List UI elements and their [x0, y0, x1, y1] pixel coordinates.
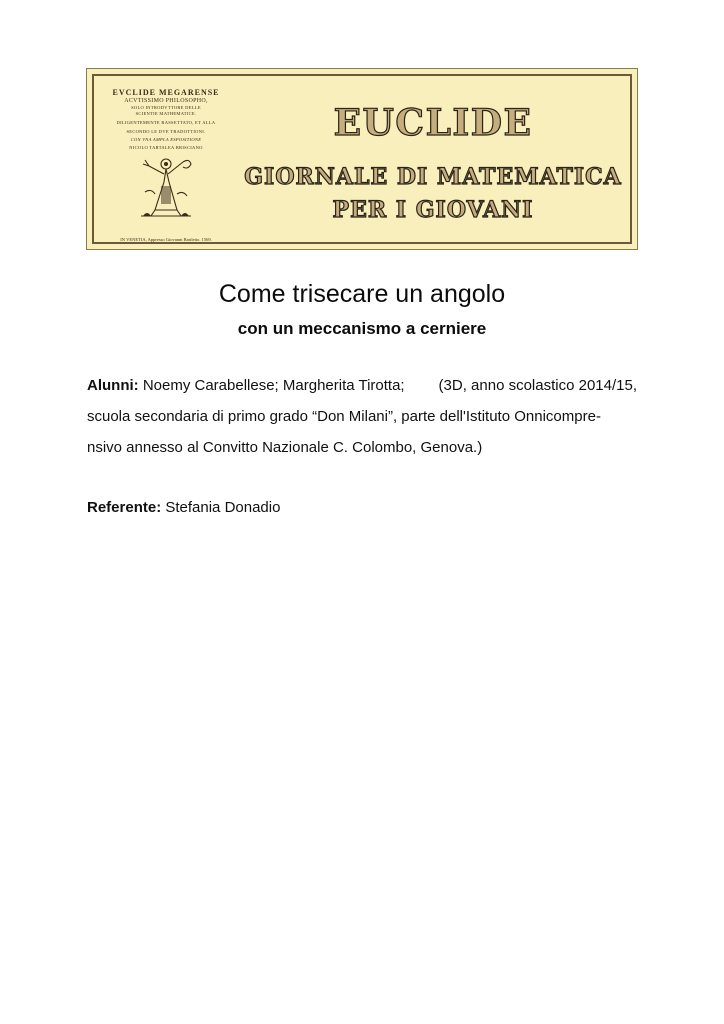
students-class-info: (3D, anno scolastico 2014/15, [438, 377, 637, 394]
journal-subtitle-line2: PER I GIOVANI [332, 197, 534, 223]
allegorical-figure-icon [131, 152, 201, 222]
frontispiece-footer: IN VENETIA, Appresso Giovanni Bariletto. 1569. [120, 237, 212, 242]
banner-frame [92, 74, 632, 244]
frontispiece-line: CON VNA AMPLA ESPOSITIONE [130, 137, 202, 142]
frontispiece-line: EVCLIDE MEGARENSE [112, 88, 220, 97]
journal-title: EUCLIDE [333, 102, 533, 144]
journal-banner [86, 68, 638, 250]
referent-name: Stefania Donadio [165, 499, 281, 516]
students-names: Noemy Carabellese; Margherita Tirotta; [142, 377, 405, 394]
frontispiece-line: ACVTISSIMO PHILOSOPHO, [124, 98, 208, 104]
frontispiece-image [106, 84, 226, 244]
frontispiece-line: SOLO INTRODVTTORE DELLE [131, 105, 201, 110]
students-line-1 [87, 370, 637, 401]
students-paragraph [87, 370, 637, 463]
referent-label: Referente: [87, 499, 162, 516]
frontispiece-line: NICOLO TARTALEA BRISCIANO [129, 145, 203, 150]
students-line-3: nsivo annesso al Convitto Nazionale C. Colombo, Genova.) [87, 439, 483, 456]
referent-line [87, 492, 637, 523]
referent-paragraph [87, 492, 637, 523]
students-line-2: scuola secondaria di primo grado “Don Milani”, parte dell'Istituto Onnicompre- [87, 408, 601, 425]
students-label: Alunni: [87, 377, 139, 394]
students-line-1-left [87, 370, 405, 401]
document-subtitle: con un meccanismo a cerniere [237, 319, 487, 338]
document-title: Come trisecare un angolo [218, 280, 506, 308]
frontispiece-line: SCIENTIE MATHEMATICE. [135, 111, 197, 116]
frontispiece-line: DILIGENTEMENTE RASSETTATO, ET ALLA [116, 120, 216, 125]
journal-subtitle-line1: GIORNALE DI MATEMATICA [244, 164, 622, 190]
frontispiece-line: SECONDO LE DVE TRADOTTIONI. [126, 129, 206, 134]
